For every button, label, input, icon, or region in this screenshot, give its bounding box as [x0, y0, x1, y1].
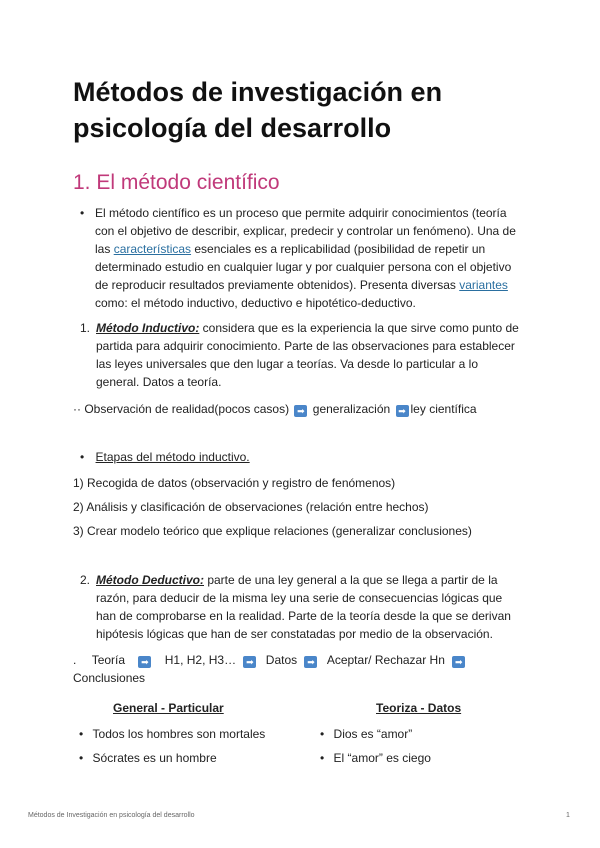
list-item — [320, 725, 412, 743]
bullet-icon: • — [320, 751, 325, 765]
arrow-right-icon: ➡ — [138, 656, 151, 668]
inductive-flow — [73, 400, 533, 418]
list-item — [320, 749, 431, 767]
intro-bullet — [80, 204, 520, 312]
list-item — [79, 749, 217, 767]
stage-item: 1) Recogida de datos (observación y registro de fenómenos) — [73, 476, 396, 490]
arrow-right-icon: ➡ — [294, 405, 307, 417]
stage-item: 3) Crear modelo teórico que explique relaciones (generalizar conclusiones) — [73, 524, 472, 538]
flow-dot: . — [73, 653, 77, 667]
inductive-description: considera que es la experiencia la que sirve como punto de partida para adquirir conocimiento. Parte de las observaciones para establecer las leyes universales que den lugar a teorías. Va desde lo particular a lo general. Datos a teoría. — [96, 321, 519, 389]
footer-title: Métodos de Investigación en psicología del desarrollo — [28, 812, 195, 819]
section-heading: 1. El método científico — [73, 171, 280, 194]
stage-item: 2) Análisis y clasificación de observaciones (relación entre hechos) — [73, 500, 429, 514]
list-item-text: Dios es “amor” — [333, 727, 413, 741]
intro-text-part2: esenciales es a replicabilidad (posibilidad de repetir un determinado estudio en cualquier lugar y por cualquier persona con el objetivo de reproducir resultados previamente obtenidos). Presenta diversas — [95, 242, 512, 292]
inductive-label: Método Inductivo: — [96, 321, 200, 335]
intro-text-part1: El método científico es un proceso que permite adquirir conocimientos (teoría con el objetivo de describir, explicar, predecir y controlar un fenómeno). Una de las — [95, 206, 516, 256]
flow-aceptar-rechazar: Aceptar/ Rechazar Hn — [326, 653, 445, 667]
bullet-icon: • — [320, 727, 325, 741]
link-variantes[interactable]: variantes — [459, 278, 508, 292]
list-item-text: El “amor” es ciego — [333, 751, 431, 765]
flow-conclusiones: Conclusiones — [73, 671, 146, 685]
deductive-label: Método Deductivo: — [96, 573, 204, 587]
arrow-right-icon: ➡ — [243, 656, 256, 668]
arrow-right-icon: ➡ — [396, 405, 409, 417]
column-heading-right: Teoriza - Datos — [376, 701, 462, 715]
flow-generalizacion: generalización — [309, 402, 394, 416]
link-caracteristicas[interactable]: características — [113, 242, 192, 256]
item-number: 1. — [80, 321, 91, 335]
page-number: 1 — [566, 812, 570, 819]
flow-datos: Datos — [265, 653, 298, 667]
deductive-text — [96, 571, 520, 643]
stages-bullet — [80, 448, 540, 466]
bullet-icon: • — [79, 727, 84, 741]
column-heading-left: General - Particular — [113, 701, 224, 715]
deductive-description: parte de una ley general a la que se llega a partir de la razón, para deducir de la misma ley una serie de consecuencias lógicas que han de comprobarse en la realidad. Parte de la teoría desde la que se derivan hipótesis lógicas que han de ser constatadas por medio de la observación. — [96, 573, 511, 641]
bullet-icon: • — [79, 751, 84, 765]
flow-teoria: Teoría — [91, 653, 126, 667]
page-title: Métodos de investigación en psicología del desarrollo — [73, 77, 443, 143]
flow-ley-cientifica: ley científica — [410, 402, 477, 416]
stages-heading: Etapas del método inductivo. — [95, 450, 250, 464]
flow-hipotesis: H1, H2, H3… — [164, 653, 237, 667]
deductive-flow — [73, 651, 533, 669]
intro-text — [95, 204, 520, 312]
list-item-text: Todos los hombres son mortales — [92, 727, 266, 741]
list-item-text: Sócrates es un hombre — [92, 751, 217, 765]
item-number: 2. — [80, 573, 91, 587]
arrow-right-icon: ➡ — [304, 656, 317, 668]
arrow-right-icon: ➡ — [452, 656, 465, 668]
flow-observation: ·· Observación de realidad(pocos casos) — [73, 402, 290, 416]
inductive-method-item — [80, 319, 520, 391]
list-item — [79, 725, 265, 743]
bullet-icon: • — [80, 450, 85, 464]
bullet-icon: • — [80, 206, 85, 220]
inductive-text — [96, 319, 520, 391]
deductive-method-item — [80, 571, 520, 643]
intro-text-part3: como: el método inductivo, deductivo e hipotético-deductivo. — [95, 296, 416, 310]
